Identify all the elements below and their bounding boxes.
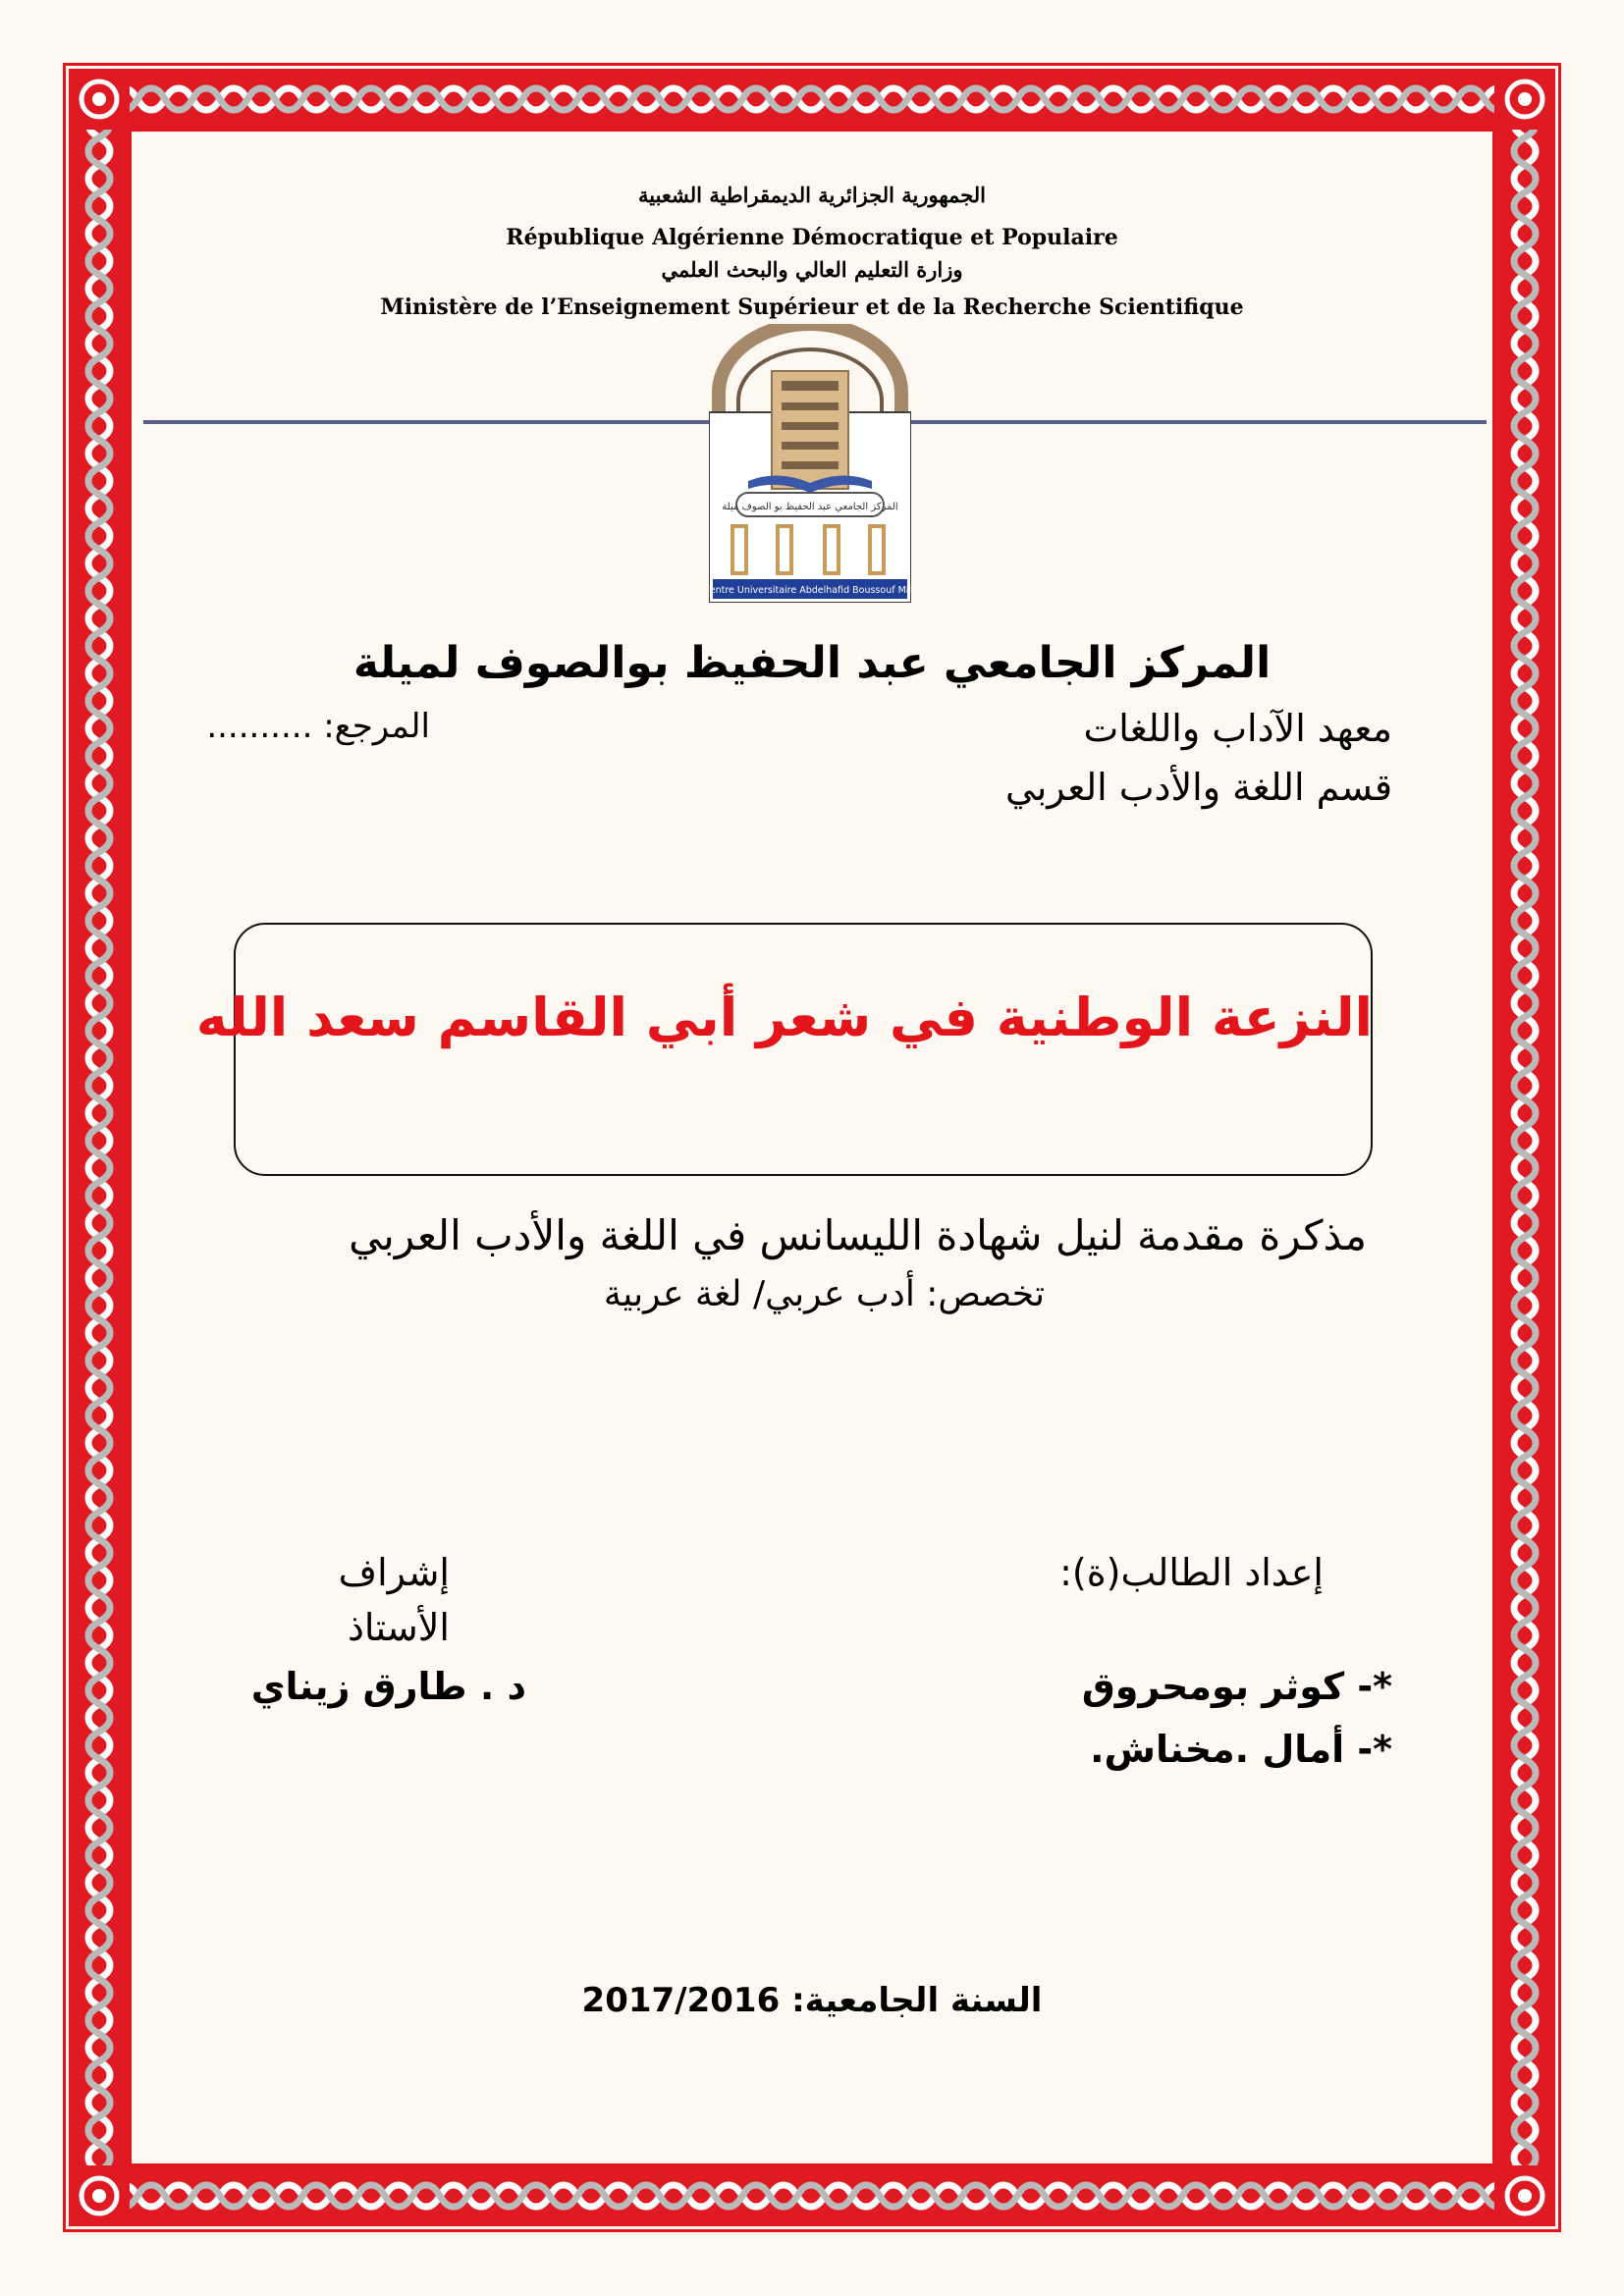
republic-ar: الجمهورية الجزائرية الديمقراطية الشعبية [637, 183, 986, 207]
corner-ornament-top-left [69, 69, 130, 130]
supervisor-label: إشراف [338, 1551, 450, 1594]
university-center-name: المركز الجامعي عبد الحفيظ بوالصوف لميلة [352, 638, 1272, 688]
thesis-title: النزعة الوطنية في شعر أبي القاسم سعد الله [195, 987, 1373, 1048]
corner-ornament-top-right [1494, 69, 1555, 130]
republic-fr: République Algérienne Démocratique et Populaire [506, 225, 1118, 250]
supervisor-name: د . طارق زيناي [250, 1665, 526, 1708]
border-braid-left [69, 69, 130, 2226]
institute-name: معهد الآداب واللغات [1083, 707, 1392, 750]
header-rule-left [143, 420, 709, 424]
student-name-1: *- كوثر بومحروق [1081, 1665, 1392, 1708]
students-label: إعداد الطالب(ة): [1059, 1551, 1324, 1594]
ministry-ar: وزارة التعليم العالي والبحث العلمي [661, 257, 963, 282]
supervisor-title: الأستاذ [347, 1606, 450, 1649]
border-braid-top [69, 69, 1555, 130]
thesis-purpose: مذكرة مقدمة لنيل شهادة الليسانس في اللغة والأدب العربي [349, 1211, 1367, 1259]
thesis-specialty: تخصص: أدب عربي/ لغة عربية [603, 1274, 1045, 1314]
header-rule-right [911, 420, 1487, 424]
thesis-title-box [195, 923, 1373, 1176]
border-braid-right [1494, 69, 1555, 2226]
academic-year: السنة الجامعية: 2017/2016 [581, 1981, 1043, 2020]
logo-banner-text: المركز الجامعي عبد الحفيظ بو الصوف ميلة [722, 502, 898, 512]
logo-caption: Centre Universitaire Abdelhafid Boussouf Mila [709, 585, 911, 596]
department-name: قسم اللغة والأدب العربي [1005, 766, 1392, 809]
corner-ornament-bottom-left [69, 2165, 130, 2226]
corner-ornament-bottom-right [1494, 2165, 1555, 2226]
ministry-fr: Ministère de l’Enseignement Supérieur et de la Recherche Scientifique [380, 294, 1244, 320]
university-logo [709, 324, 911, 603]
student-name-2: *- أمال .مخناش. [1090, 1728, 1392, 1771]
border-braid-bottom [69, 2165, 1555, 2226]
reference-field: المرجع: .......... [206, 707, 430, 746]
